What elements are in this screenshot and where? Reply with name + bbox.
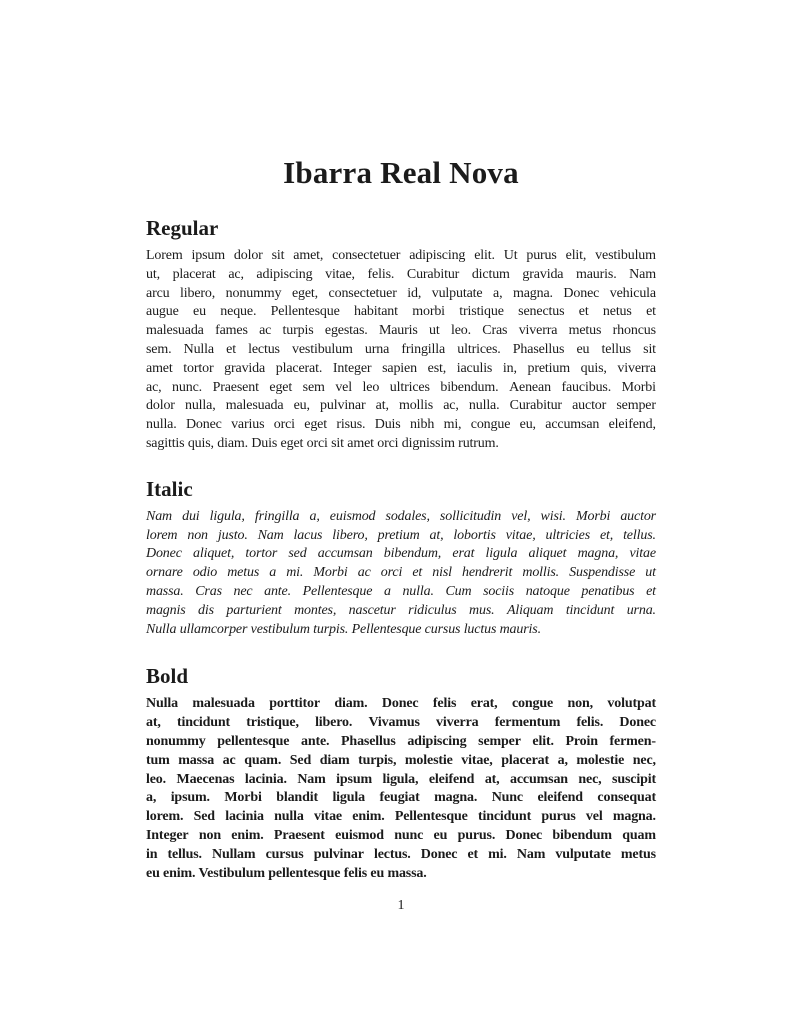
text-line: ut, placerat ac, adipiscing vitae, felis. Curabitur dictum gravida mauris. Nam (146, 266, 656, 282)
text-line: massa. Cras nec ante. Pellentesque a nulla. Cum sociis natoque penatibus et (146, 583, 656, 599)
text-line: sem. Nulla et lectus vestibulum urna fringilla ultrices. Phasellus eu tellus sit (146, 341, 656, 357)
section-bold (146, 663, 656, 883)
text-line: Lorem ipsum dolor sit amet, consectetuer adipiscing elit. Ut purus elit, vestibulum (146, 248, 656, 263)
text-line: Integer non enim. Praesent euismod nunc eu purus. Donec bibendum quam (146, 827, 656, 843)
text-line: dolor nulla, malesuada eu, pulvinar at, mollis ac, nulla. Curabitur auctor semper (146, 398, 656, 414)
text-line: eu enim. Vestibulum pellentesque felis eu massa. (146, 865, 427, 881)
text-line: arcu libero, nonummy eget, consectetuer id, vulputate a, magna. Donec vehicula (146, 285, 656, 301)
section-heading-italic: Italic (146, 476, 193, 501)
text-line: amet tortor gravida placerat. Integer sapien est, iaculis in, pretium quis, viverra (146, 360, 656, 376)
text-line: augue eu neque. Pellentesque habitant morbi tristique senectus et netus et (146, 304, 656, 320)
specimen-paragraph-italic (146, 508, 656, 640)
text-line: Donec aliquet, tortor sed accumsan bibendum, erat ligula aliquet magna, vitae (146, 546, 656, 562)
section-regular (146, 215, 656, 454)
text-line: lorem. Sed lacinia nulla vitae enim. Pellentesque tincidunt purus vel magna. (146, 809, 656, 825)
text-line: Nam dui ligula, fringilla a, euismod sodales, sollicitudin vel, wisi. Morbi auctor (146, 508, 656, 524)
text-line: nonummy pellentesque ante. Phasellus adipiscing semper elit. Proin fermen- (146, 733, 656, 749)
text-line: at, tincidunt tristique, libero. Vivamus viverra fermentum felis. Donec (146, 715, 656, 731)
text-line: sagittis quis, diam. Duis eget orci sit amet orci dignissim rutrum. (146, 435, 499, 451)
text-line: ac, nunc. Praesent eget sem vel leo ultrices bibendum. Aenean faucibus. Morbi (146, 379, 656, 395)
page-number: 1 (397, 898, 405, 914)
text-line: leo. Maecenas lacinia. Nam ipsum ligula, eleifend at, accumsan nec, suscipit (146, 771, 656, 787)
text-line: Nulla malesuada porttitor diam. Donec felis erat, congue non, volutpat (146, 696, 656, 712)
specimen-paragraph-regular (146, 247, 656, 454)
font-specimen-title: Ibarra Real Nova (283, 155, 519, 190)
section-heading-bold: Bold (146, 664, 189, 689)
text-line: a, ipsum. Morbi blandit ligula feugiat magna. Nunc eleifend consequat (146, 790, 656, 806)
text-line: ornare odio metus a mi. Morbi ac orci et nisl hendrerit mollis. Suspendisse ut (146, 565, 656, 581)
section-italic (146, 476, 656, 640)
text-line: malesuada fames ac turpis egestas. Mauris ut leo. Cras viverra metus rhoncus (146, 323, 656, 339)
text-line: nulla. Donec varius orci eget risus. Duis nibh mi, congue eu, accumsan eleifend, (146, 417, 656, 433)
text-line: lorem non justo. Nam lacus libero, pretium at, lobortis vitae, ultricies et, tellus. (146, 527, 656, 543)
specimen-paragraph-bold (146, 695, 656, 883)
text-line: Nulla ullamcorper vestibulum turpis. Pellentesque cursus luctus mauris. (146, 621, 541, 637)
text-column (146, 155, 656, 915)
text-line: magnis dis parturient montes, nascetur ridiculus mus. Aliquam tincidunt urna. (146, 602, 656, 618)
text-line: tum massa ac quam. Sed diam turpis, molestie vitae, placerat a, molestie nec, (146, 752, 656, 768)
text-line: in tellus. Nullam cursus pulvinar lectus. Donec et mi. Nam vulputate metus (146, 846, 656, 862)
section-heading-regular: Regular (146, 216, 219, 240)
